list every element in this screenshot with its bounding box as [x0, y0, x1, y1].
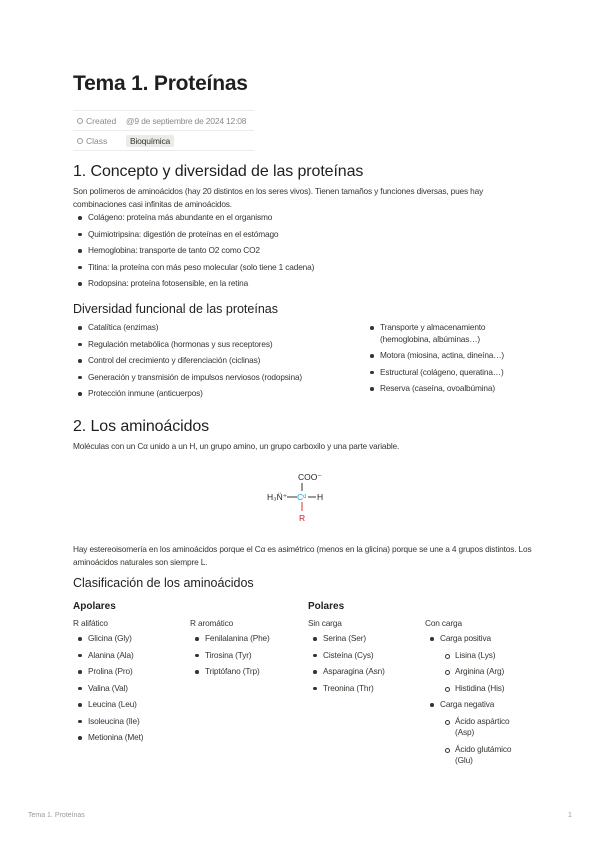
list-item: Valina (Val) — [73, 683, 183, 695]
list-item: Hemoglobina: transporte de tanto O2 como CO2 — [73, 245, 473, 257]
class-tag[interactable]: Bioquímica — [126, 135, 174, 147]
property-key — [73, 116, 123, 126]
section-heading-2: 2. Los aminoácidos — [73, 418, 210, 435]
list-item: Lisina (Lys) — [440, 650, 535, 662]
column-label-charged: Con carga — [425, 618, 462, 628]
list-item: Motora (miosina, actina, dineína…) — [365, 350, 525, 362]
negative-sublist — [440, 716, 515, 767]
list-item — [425, 633, 535, 694]
list-icon — [77, 138, 83, 144]
list-item: Quimiotripsina: digestión de proteínas en el estómago — [73, 229, 473, 241]
list-item: Regulación metabólica (hormonas y sus receptores) — [73, 339, 303, 351]
positive-charge-label: Carga positiva — [440, 633, 491, 643]
properties-table — [73, 110, 254, 151]
column-label-aliphatic: R alifático — [73, 618, 108, 628]
list-item: Titina: la proteína con más peso molecular (solo tiene 1 cadena) — [73, 262, 473, 274]
column-label-aromatic: R aromático — [190, 618, 234, 628]
group-heading-polares: Polares — [308, 601, 345, 612]
list-item: Colágeno: proteína más abundante en el organismo — [73, 212, 473, 224]
list-item: Control del crecimiento y diferenciación (ciclinas) — [73, 355, 303, 367]
list-item: Serina (Ser) — [308, 633, 423, 645]
alpha-carbon-label: Cᵅ — [297, 492, 307, 502]
list-item: Alanina (Ala) — [73, 650, 183, 662]
aliphatic-list — [73, 633, 183, 744]
uncharged-list — [308, 633, 423, 694]
list-item: Triptófano (Trp) — [190, 666, 305, 678]
group-heading-apolares: Apolares — [73, 601, 116, 612]
property-value — [123, 136, 174, 146]
stereoisomerism-text: Hay estereoisomería en los aminoácidos porque el Cα es asimétrico (menos en la glicina) porque se une a 4 grupos distintos. Los aminoácidos naturales son siempre L. — [73, 544, 532, 567]
list-item: Estructural (colágeno, queratina…) — [365, 367, 525, 379]
property-row-created — [73, 111, 254, 131]
protein-examples-list — [73, 212, 473, 290]
hydrogen-label: H — [317, 492, 324, 502]
list-item: Asparagina (Asn) — [308, 666, 423, 678]
footer-page-number: 1 — [568, 812, 572, 819]
list-item: Prolina (Pro) — [73, 666, 183, 678]
list-item: Glicina (Gly) — [73, 633, 183, 645]
list-item: Protección inmune (anticuerpos) — [73, 388, 303, 400]
functions-list-right — [365, 322, 525, 395]
page-title: Tema 1. Proteínas — [73, 72, 248, 95]
column-label-uncharged: Sin carga — [308, 618, 342, 628]
amine-label: H₃N̈⁺ — [267, 492, 288, 502]
charged-list — [425, 633, 535, 767]
carboxyl-label: COO⁻ — [298, 472, 322, 482]
list-item: Treonina (Thr) — [308, 683, 423, 695]
list-item: Cisteína (Cys) — [308, 650, 423, 662]
list-item: Generación y transmisión de impulsos nerviosos (rodopsina) — [73, 372, 303, 384]
amino-acid-structure — [262, 470, 342, 530]
list-item: Ácido glutámico (Glu) — [440, 744, 515, 767]
list-item: Histidina (His) — [440, 683, 535, 695]
section1-intro: Son polímeros de aminoácidos (hay 20 distintos en los seres vivos). Tienen tamaños y funciones diversas, pues hay combinaciones casi infinitas de aminoácidos. — [73, 186, 484, 209]
list-item: Tirosina (Tyr) — [190, 650, 305, 662]
r-group-label: R — [299, 513, 306, 523]
list-item: Isoleucina (Ile) — [73, 716, 183, 728]
subheading-functional-diversity: Diversidad funcional de las proteínas — [73, 302, 278, 316]
property-row-class — [73, 131, 254, 151]
list-item: Reserva (caseína, ovoalbúmina) — [365, 383, 525, 395]
list-item: Fenilalanina (Phe) — [190, 633, 305, 645]
subheading-classification: Clasificación de los aminoácidos — [73, 576, 254, 590]
list-item: Rodopsina: proteína fotosensible, en la retina — [73, 278, 473, 290]
property-value: @9 de septiembre de 2024 12:08 — [126, 115, 247, 126]
positive-sublist — [440, 650, 535, 695]
list-item: Transporte y almacenamiento (hemoglobina, albúminas…) — [365, 322, 525, 345]
aromatic-list — [190, 633, 305, 678]
clock-icon — [77, 118, 83, 124]
list-item: Metionina (Met) — [73, 732, 183, 744]
list-item: Arginina (Arg) — [440, 666, 535, 678]
property-key-label: Class — [86, 135, 108, 146]
property-key-label: Created — [86, 115, 117, 126]
list-item: Leucina (Leu) — [73, 699, 183, 711]
list-item: Catalítica (enzimas) — [73, 322, 303, 334]
section2-intro: Moléculas con un Cα unido a un H, un grupo amino, un grupo carboxilo y una parte variable. — [73, 441, 400, 451]
list-item — [425, 699, 535, 767]
section-heading-1: 1. Concepto y diversidad de las proteínas — [73, 163, 364, 180]
negative-charge-label: Carga negativa — [440, 699, 495, 709]
property-key — [73, 136, 123, 146]
footer-title: Tema 1. Proteínas — [28, 812, 85, 819]
functions-list-left — [73, 322, 303, 400]
list-item: Ácido aspártico (Asp) — [440, 716, 515, 739]
